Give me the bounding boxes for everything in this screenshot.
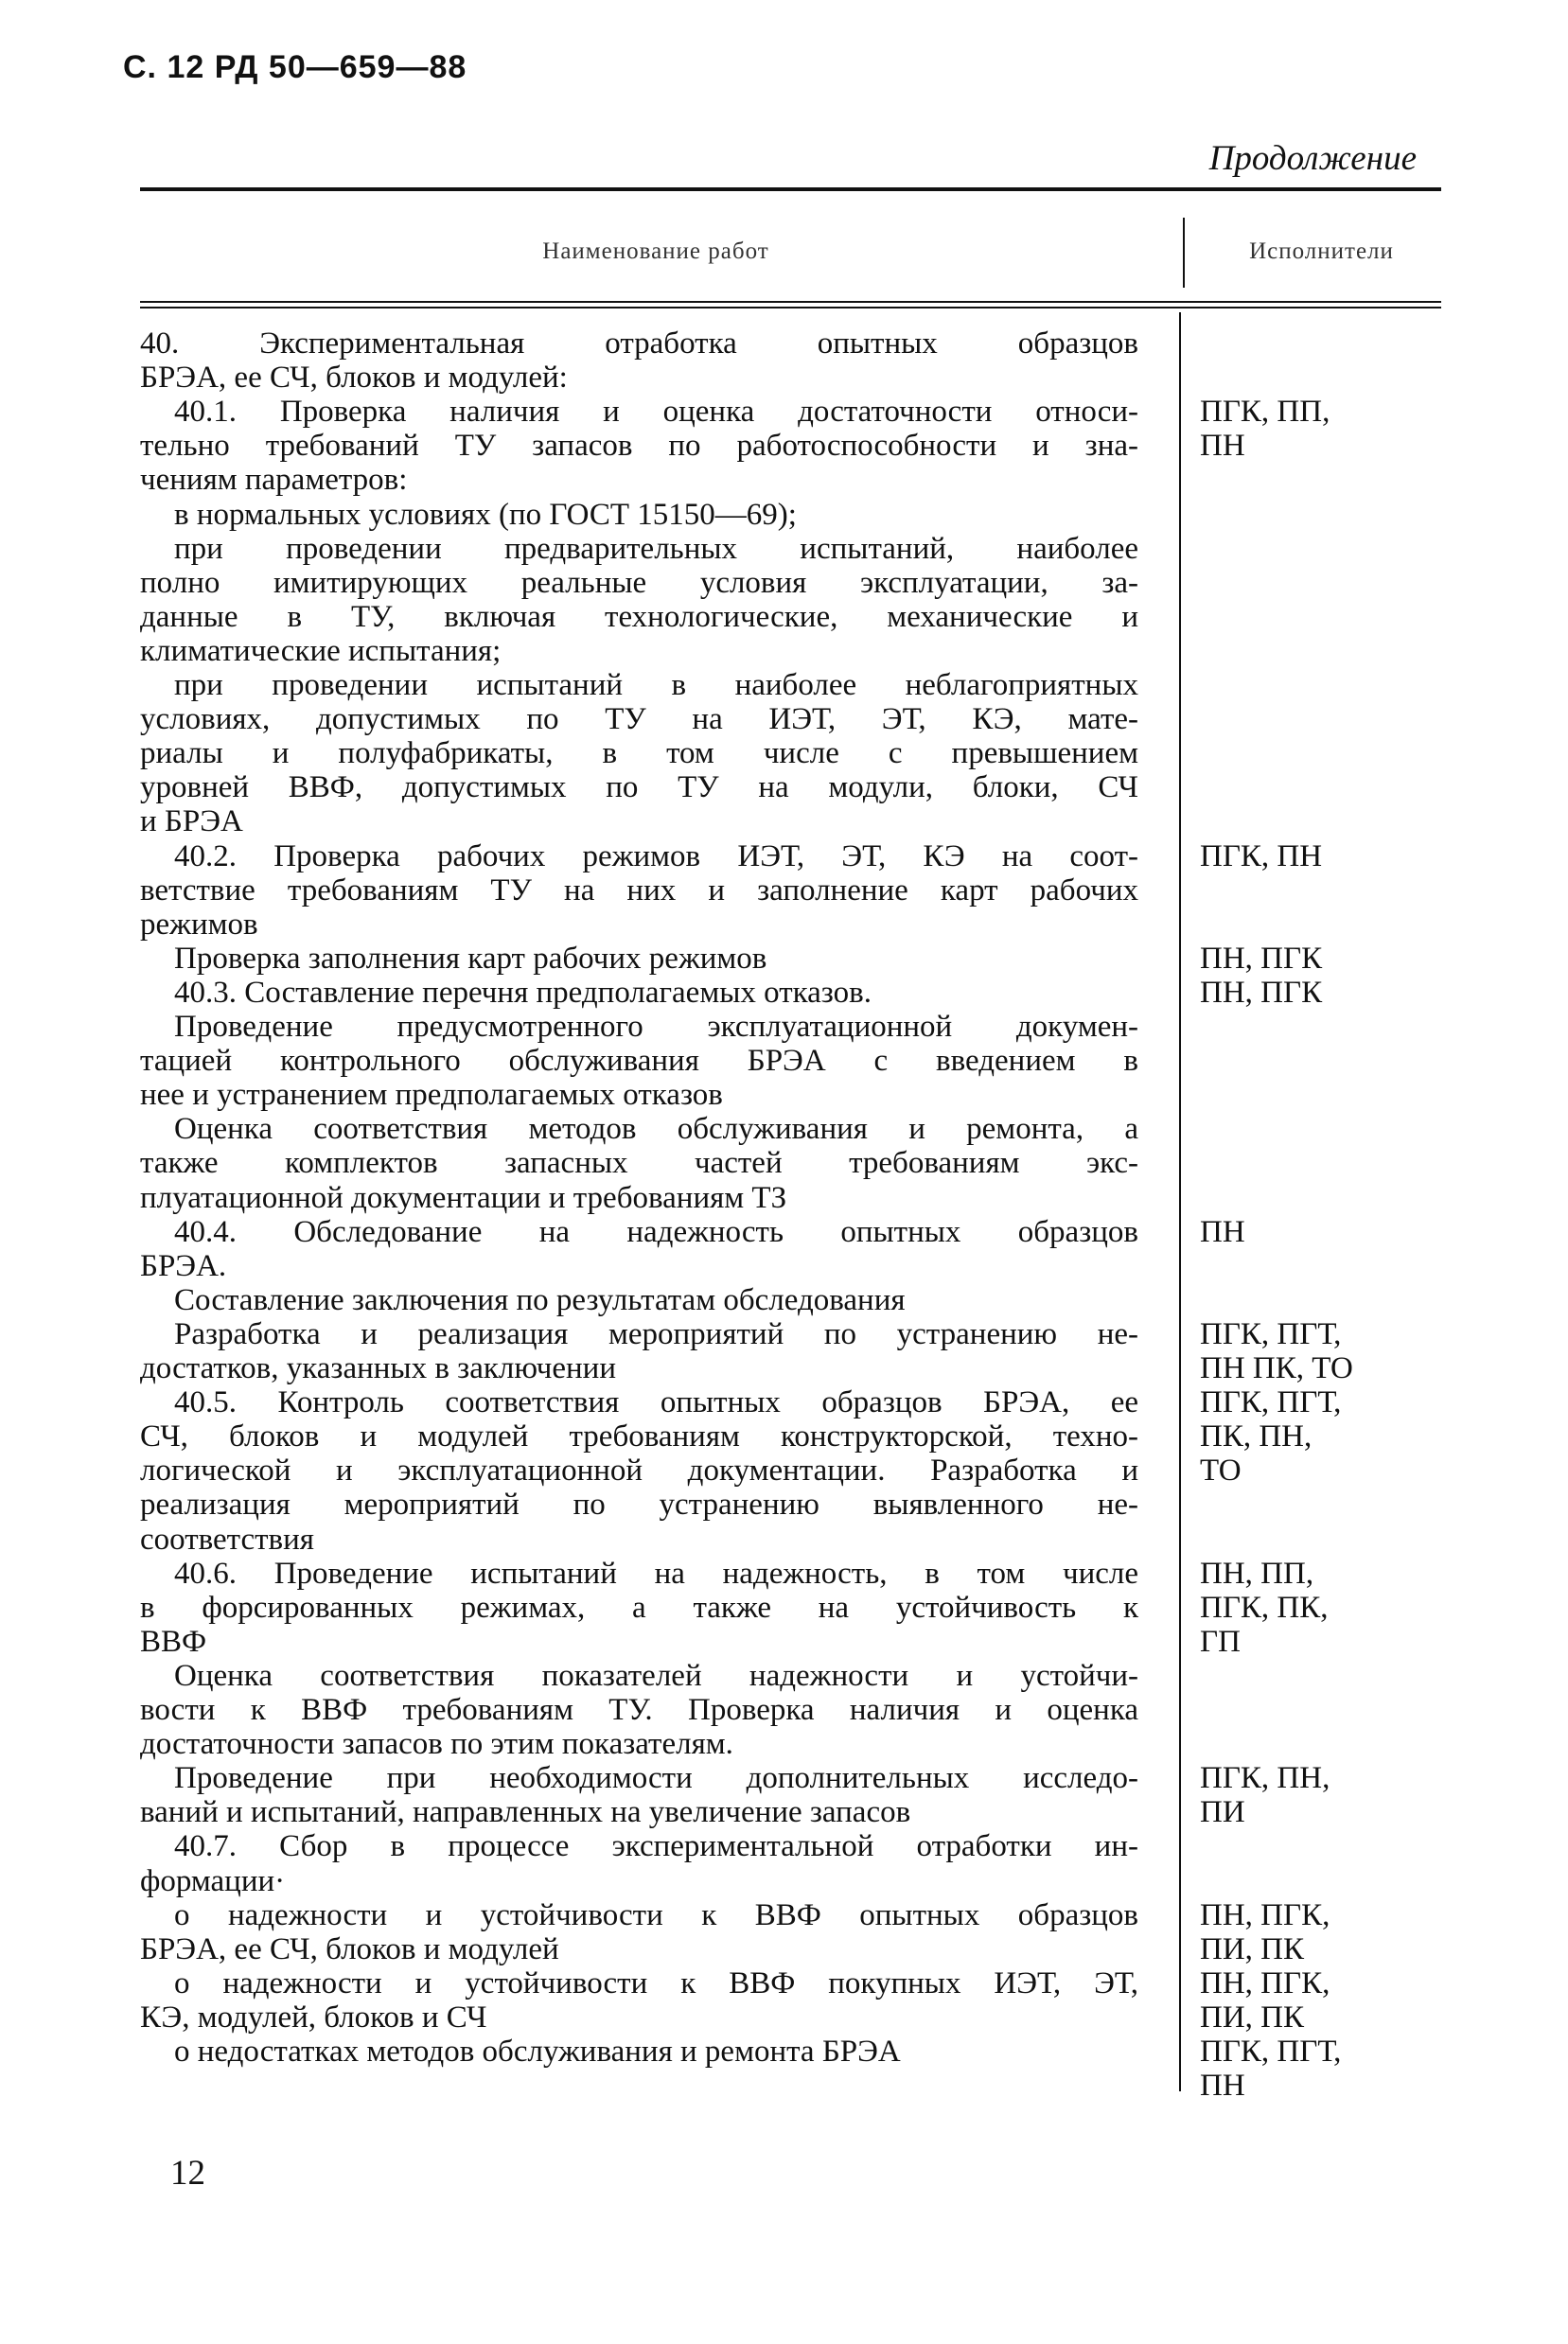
work-text-line: СЧ, блоков и модулей требованиям конструкторской, техно- — [140, 1419, 1138, 1454]
work-text-line: реализация мероприятий по устранению выявленного не- — [140, 1488, 1138, 1522]
work-text-line: риалы и полуфабрикаты, в том числе с превышением — [140, 736, 1138, 770]
executor-cell: ПН — [1200, 1215, 1245, 1249]
work-text-line: Разработка и реализация мероприятий по устранению не- — [174, 1317, 1138, 1351]
work-text-line: данные в ТУ, включая технологические, механические и — [140, 600, 1138, 634]
work-text-line: тацией контрольного обслуживания БРЭА с введением в — [140, 1044, 1138, 1078]
work-text-line: Проведение при необходимости дополнительных исследо- — [174, 1761, 1138, 1795]
work-text-line: чениям параметров: — [140, 463, 408, 497]
page-number: 12 — [170, 2154, 205, 2193]
work-text-line: плуатационной документации и требованиям ТЗ — [140, 1181, 787, 1215]
executor-cell: ТО — [1200, 1454, 1242, 1488]
work-text-line: о надежности и устойчивости к ВВФ покупных ИЭТ, ЭТ, — [174, 1966, 1138, 2000]
work-text-line: КЭ, модулей, блоков и СЧ — [140, 2000, 487, 2035]
work-text-line: достатков, указанных в заключении — [140, 1351, 616, 1385]
work-text-line: в нормальных условиях (по ГОСТ 15150—69); — [174, 498, 797, 532]
work-text-line: ваний и испытаний, направленных на увеличение запасов — [140, 1795, 911, 1829]
work-text-line: о недостатках методов обслуживания и ремонта БРЭА — [174, 2035, 901, 2069]
executor-cell: ПН, ПГК, — [1200, 1966, 1330, 2000]
executor-cell: ПИ — [1200, 1795, 1245, 1829]
work-text-line: при проведении испытаний в наиболее неблагоприятных — [174, 668, 1138, 702]
executor-cell: ПГК, ПГТ, — [1200, 2035, 1342, 2069]
work-text-line: Оценка соответствия показателей надежности и устойчи- — [174, 1659, 1138, 1693]
executor-cell: ПН ПК, ТО — [1200, 1351, 1353, 1385]
work-text-line: достаточности запасов по этим показателям. — [140, 1727, 733, 1761]
work-text-line: 40. Экспериментальная отработка опытных образцов — [140, 326, 1138, 361]
executor-cell: ПН, ПГК — [1200, 976, 1323, 1010]
work-text-line: климатические испытания; — [140, 634, 502, 668]
work-text-line: в форсированных режимах, а также на устойчивость к — [140, 1591, 1138, 1625]
executor-cell: ПГК, ПК, — [1200, 1591, 1329, 1625]
work-text-line: при проведении предварительных испытаний, наиболее — [174, 532, 1138, 566]
work-text-line: 40.1. Проверка наличия и оценка достаточности относи- — [174, 395, 1138, 429]
executor-cell: ПГК, ПГТ, — [1200, 1385, 1342, 1419]
executor-cell: ПН, ПП, — [1200, 1557, 1314, 1591]
work-text-line: также комплектов запасных частей требованиям экс- — [140, 1146, 1138, 1180]
column-header-works: Наименование работ — [542, 238, 769, 264]
executor-cell: ПК, ПН, — [1200, 1419, 1313, 1454]
page-header: С. 12 РД 50—659—88 — [123, 49, 467, 85]
work-text-line: Проверка заполнения карт рабочих режимов — [174, 942, 767, 976]
work-text-line: уровней ВВФ, допустимых по ТУ на модули, блоки, СЧ — [140, 770, 1138, 804]
executor-cell: ПИ, ПК — [1200, 2000, 1305, 2035]
work-text-line: 40.5. Контроль соответствия опытных образцов БРЭА, ее — [174, 1385, 1138, 1419]
work-text-line: тельно требований ТУ запасов по работоспособности и зна- — [140, 429, 1138, 463]
work-text-line: 40.6. Проведение испытаний на надежность, в том числе — [174, 1557, 1138, 1591]
executor-cell: ПГК, ПГТ, — [1200, 1317, 1342, 1351]
work-text-line: 40.7. Сбор в процессе экспериментальной отработки ин- — [174, 1829, 1138, 1863]
executor-cell: ПН, ПГК, — [1200, 1898, 1330, 1932]
executor-cell: ПН — [1200, 429, 1245, 463]
work-text-line: БРЭА, ее СЧ, блоков и модулей — [140, 1932, 559, 1966]
work-text-line: режимов — [140, 908, 258, 942]
work-text-line: формации· — [140, 1864, 286, 1898]
executor-cell: ПИ, ПК — [1200, 1932, 1305, 1966]
work-text-line: Оценка соответствия методов обслуживания и ремонта, а — [174, 1112, 1138, 1146]
work-text-line: 40.3. Составление перечня предполагаемых отказов. — [174, 976, 872, 1010]
work-text-line: 40.4. Обследование на надежность опытных образцов — [174, 1215, 1138, 1249]
work-text-line: нее и устранением предполагаемых отказов — [140, 1078, 723, 1112]
continuation-label: Продолжение — [1208, 139, 1417, 178]
work-text-line: условиях, допустимых по ТУ на ИЭТ, ЭТ, КЭ, мате- — [140, 702, 1138, 736]
work-text-line: полно имитирующих реальные условия эксплуатации, за- — [140, 566, 1138, 600]
work-text-line: о надежности и устойчивости к ВВФ опытных образцов — [174, 1898, 1138, 1932]
work-text-line: логической и эксплуатационной документации. Разработка и — [140, 1454, 1138, 1488]
executor-cell: ПГК, ПП, — [1200, 395, 1330, 429]
work-text-line: Проведение предусмотренного эксплуатационной докумен- — [174, 1010, 1138, 1044]
work-text-line: соответствия — [140, 1523, 314, 1557]
work-text-line: Составление заключения по результатам обследования — [174, 1283, 906, 1317]
work-text-line: ветствие требованиям ТУ на них и заполнение карт рабочих — [140, 873, 1138, 908]
executor-cell: ПГК, ПН, — [1200, 1761, 1330, 1795]
work-text-line: БРЭА. — [140, 1249, 227, 1283]
executor-cell: ГП — [1200, 1625, 1241, 1659]
executor-cell: ПН, ПГК — [1200, 942, 1323, 976]
work-text-line: БРЭА, ее СЧ, блоков и модулей: — [140, 361, 568, 395]
work-text-line: 40.2. Проверка рабочих режимов ИЭТ, ЭТ, КЭ на соот- — [174, 839, 1138, 873]
work-text-line: ВВФ — [140, 1625, 207, 1659]
executor-cell: ПГК, ПН — [1200, 839, 1323, 873]
work-text-line: и БРЭА — [140, 804, 243, 838]
work-text-line: вости к ВВФ требованиям ТУ. Проверка наличия и оценка — [140, 1693, 1138, 1727]
executor-cell: ПН — [1200, 2069, 1245, 2103]
column-header-executors: Исполнители — [1249, 238, 1394, 264]
